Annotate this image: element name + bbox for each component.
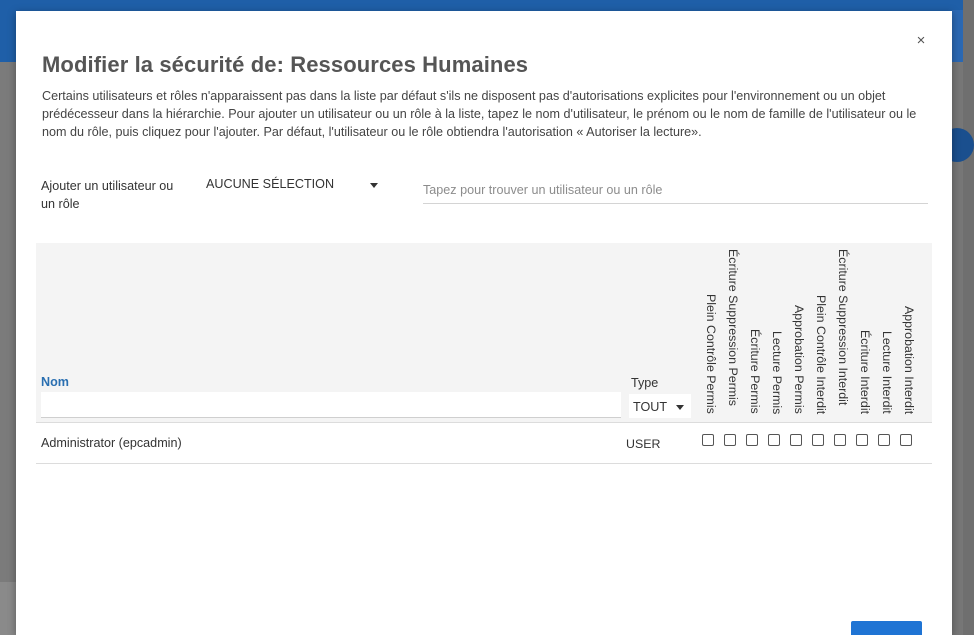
checkbox-lecture-permis[interactable] [768,434,780,446]
column-header-label: Lecture Permis [770,330,784,414]
column-header-ecriture-suppression-interdit [832,243,854,423]
security-dialog [16,11,952,635]
checkbox-ecriture-interdit[interactable] [856,434,868,446]
user-role-select-value: AUCUNE SÉLECTION [206,177,335,191]
column-header-label: Écriture Interdit [858,329,872,414]
row-user-name: Administrator (epcadmin) [41,436,182,450]
column-header-label: Écriture Permis [748,329,762,414]
column-header-ecriture-interdit [854,243,876,423]
type-filter-select[interactable] [629,394,691,418]
column-header-label: Approbation Interdit [902,305,916,414]
user-role-select[interactable] [206,175,382,197]
column-header-lecture-interdit [876,243,898,423]
caret-down-icon [370,183,378,188]
checkbox-plein-controle-permis[interactable] [702,434,714,446]
checkbox-approbation-interdit[interactable] [900,434,912,446]
column-header-label: Plein Contrôle Permis [704,294,718,414]
app-header-edge [952,10,963,62]
permissions-table-header [36,243,932,423]
add-user-label: Ajouter un utilisateur ou un rôle [41,179,174,211]
name-filter-input[interactable] [41,392,621,418]
table-row [36,424,932,464]
checkbox-plein-controle-interdit[interactable] [812,434,824,446]
column-header-lecture-permis [766,243,788,423]
column-header-ecriture-suppression-permis [722,243,744,423]
column-header-approbation-permis [788,243,810,423]
column-header-ecriture-permis [744,243,766,423]
checkbox-approbation-permis[interactable] [790,434,802,446]
column-header-label: Écriture Suppression Permis [726,249,740,407]
close-icon[interactable]: × [916,32,926,49]
user-search-input[interactable] [423,177,928,204]
dialog-description: Certains utilisateurs et rôles n'apparaissent pas dans la liste par défaut s'ils ne disposent pas d'autorisations explicites pour l'environnement ou un objet prédécesseur dans la hiérarchie. Pour ajouter un utilisateur ou un rôle à la liste, tapez le nom d'utilisateur, le prénom ou le nom de famille de l'utilisateur ou le nom du rôle, puis cliquez pour l'ajouter. Par défaut, l'utilisateur ou le rôle obtiendra l'autorisation « Autoriser la lecture». [42,89,917,139]
checkbox-ecriture-suppression-interdit[interactable] [834,434,846,446]
column-header-plein-controle-interdit [810,243,832,423]
app-backdrop-left-panel [0,62,16,582]
type-filter-value: TOUT [633,400,668,414]
caret-down-icon [676,405,684,410]
column-header-label: Écriture Suppression Interdit [836,249,850,406]
column-header-approbation-interdit [898,243,920,423]
dialog-title: Modifier la sécurité de: Ressources Humaines [42,52,529,77]
name-column-header: Nom [41,375,69,389]
checkbox-ecriture-permis[interactable] [746,434,758,446]
column-header-label: Approbation Permis [792,305,806,414]
type-column-header: Type [631,376,659,390]
checkbox-ecriture-suppression-permis[interactable] [724,434,736,446]
column-header-label: Lecture Interdit [880,331,894,414]
column-header-label: Plein Contrôle Interdit [814,294,828,414]
row-user-type: USER [626,437,661,451]
column-header-plein-controle-permis [700,243,722,423]
checkbox-lecture-interdit[interactable] [878,434,890,446]
primary-footer-button[interactable] [851,621,922,635]
